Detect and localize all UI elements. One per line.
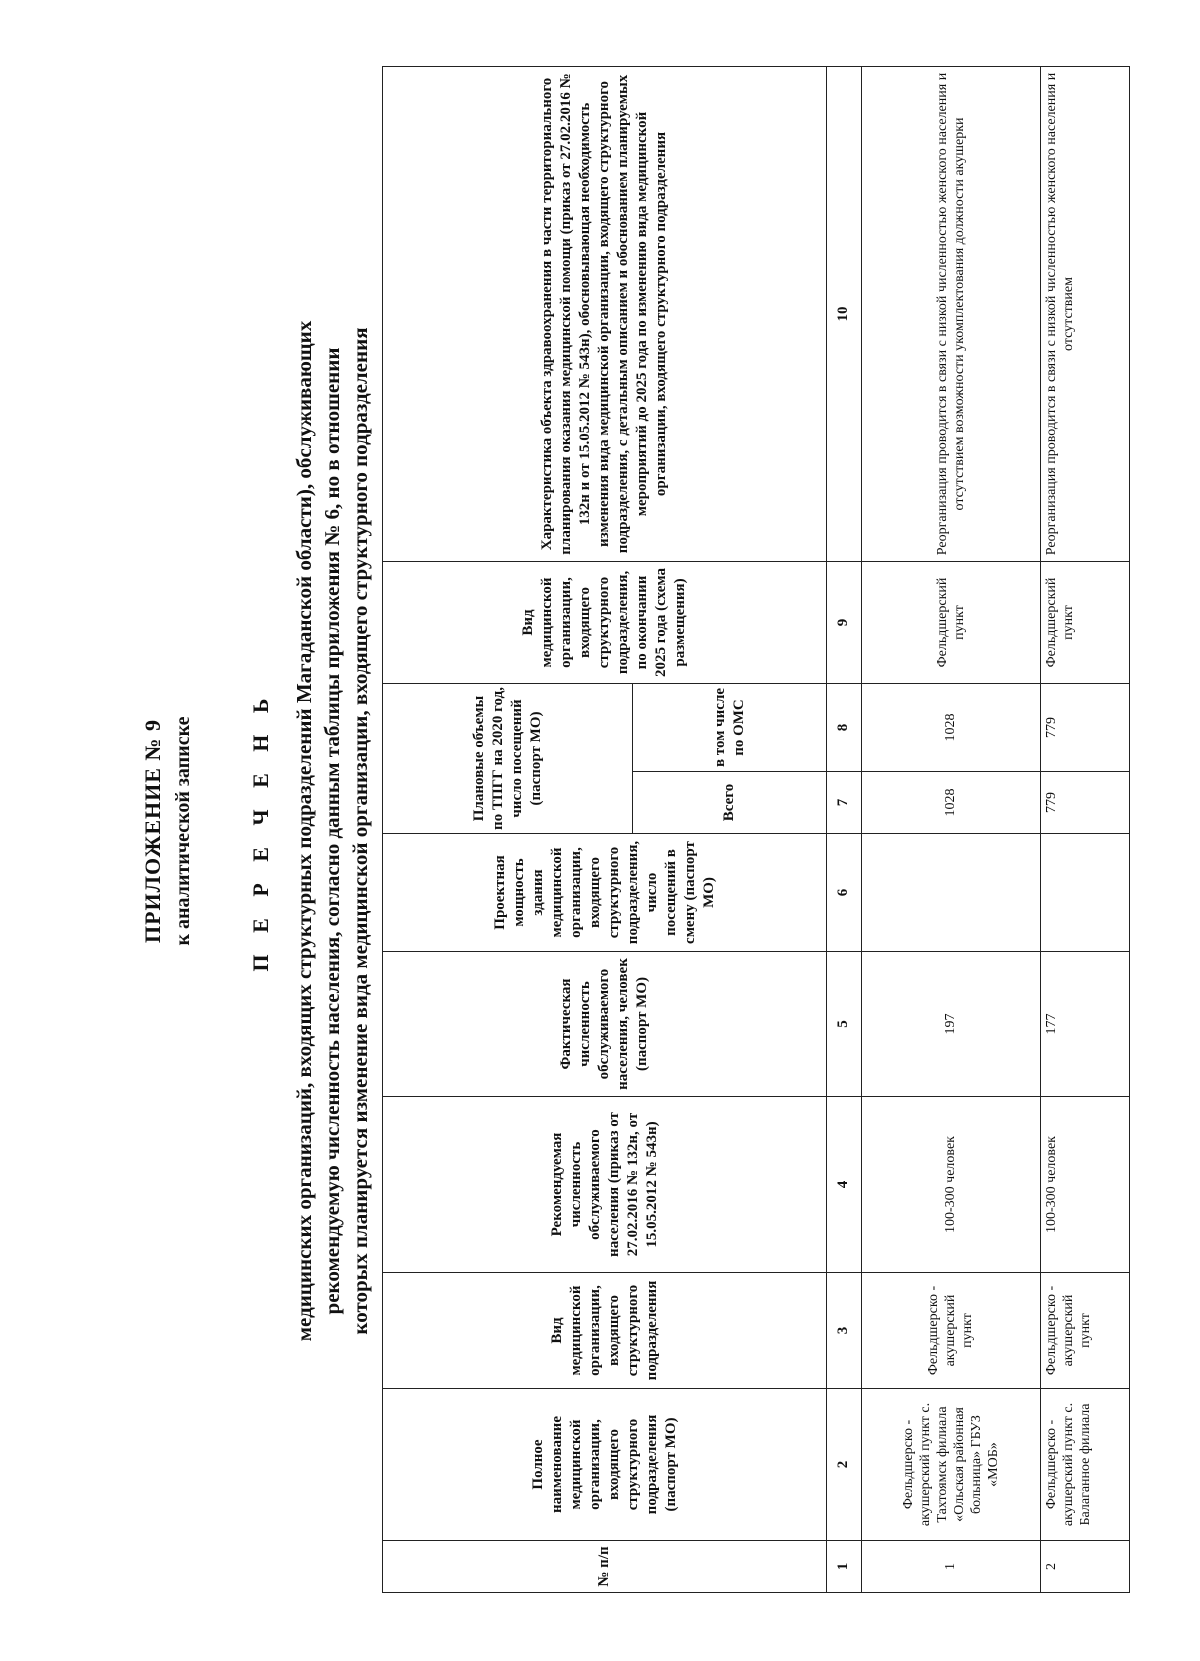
column-number: 6 <box>827 834 861 952</box>
document-page <box>0 1 1200 1661</box>
header-type-2025: Вид медицинской организации, входящего структурного подразделения, по окончании 2025 года (схема размещения) <box>383 561 827 683</box>
row-plan-total: 1028 <box>861 772 1040 834</box>
row-num: 1 <box>861 1541 1040 1593</box>
column-number: 9 <box>827 561 861 683</box>
table-header-row <box>383 66 633 1592</box>
subheading-line-1: медицинских организаций, входящих структурных подразделений Магаданской области), обслуживающих <box>292 320 316 1342</box>
row-type-2025: Фельдшерский пункт <box>861 561 1040 683</box>
column-number-row <box>827 66 861 1592</box>
header-recommended: Рекомендуемая численность обслуживаемого населения (приказ от 27.02.2016 № 132н, от 15.05.2012 № 543н) <box>383 1097 827 1273</box>
row-plan-oms: 779 <box>1040 683 1129 771</box>
table-row <box>861 66 1040 1592</box>
column-number: 1 <box>827 1541 861 1593</box>
subheading-line-3: которых планируется изменение вида медицинской организации, входящего структурного подразделения <box>348 327 372 1335</box>
header-capacity: Проектная мощность здания медицинской организации, входящего структурного подразделения, число посещений в смену (паспорт МО) <box>383 834 827 952</box>
header-description: Характеристика объекта здравоохранения в части территориального планирования оказания медицинской помощи (приказ от 27.02.2016 № 132н и от 15.05.2012 № 543н), обосновывающая необходимость изменения вида медицинской организации, входящего структурного подразделения, с детальным описанием и обоснованием планируемых мероприятий до 2025 года по изменению вида медицинской организации, входящего структурного подразделения <box>383 66 827 561</box>
row-description: Реорганизация проводится в связи с низкой численностью женского населения и отсутствием <box>1040 66 1129 561</box>
header-plan: Плановые объемы по ТПГГ на 2020 год, число посещений (паспорт МО) <box>383 683 633 833</box>
organizations-table <box>382 66 1130 1593</box>
row-recommended: 100-300 человек <box>1040 1097 1129 1273</box>
row-type: Фельдшерско - акушерский пункт <box>861 1273 1040 1389</box>
column-number: 5 <box>827 952 861 1097</box>
row-description: Реорганизация проводится в связи с низкой численностью женского населения и отсутствием возможности укомплектования должности акушерки <box>861 66 1040 561</box>
row-actual: 197 <box>861 952 1040 1097</box>
document-subheading <box>290 121 374 1541</box>
row-recommended: 100-300 человек <box>861 1097 1040 1273</box>
row-name: Фельдшерско - акушерский пункт с. Тахтоямск филиала «Ольская районная больница» ГБУЗ «МОБ» <box>861 1389 1040 1541</box>
header-plan-total: Всего <box>633 772 827 834</box>
row-name: Фельдшерско - акушерский пункт с. Балаганное филиала <box>1040 1389 1129 1541</box>
table-row <box>1040 66 1129 1592</box>
header-plan-oms: в том числе по ОМС <box>633 683 827 771</box>
document-heading: П Е Р Е Ч Е Н Ь <box>248 690 273 972</box>
column-number: 10 <box>827 66 861 561</box>
header-type: Вид медицинской организации, входящего структурного подразделения <box>383 1273 827 1389</box>
row-actual: 177 <box>1040 952 1129 1097</box>
row-num: 2 <box>1040 1541 1129 1593</box>
row-capacity <box>1040 834 1129 952</box>
appendix-subtitle: к аналитической записке <box>172 716 194 946</box>
row-type: Фельдшерско - акушерский пункт <box>1040 1273 1129 1389</box>
column-number: 8 <box>827 683 861 771</box>
subheading-line-2: рекомендуемую численность населения, согласно данным таблицы приложения № 6, но в отношении <box>320 347 344 1315</box>
column-number: 3 <box>827 1273 861 1389</box>
column-number: 2 <box>827 1389 861 1541</box>
header-name: Полное наименование медицинской организации, входящего структурного подразделения (паспорт МО) <box>383 1389 827 1541</box>
row-plan-oms: 1028 <box>861 683 1040 771</box>
row-plan-total: 779 <box>1040 772 1129 834</box>
column-number: 7 <box>827 772 861 834</box>
column-number: 4 <box>827 1097 861 1273</box>
header-num: № п/п <box>383 1541 827 1593</box>
header-actual: Фактическая численность обслуживаемого населения, человек (паспорт МО) <box>383 952 827 1097</box>
row-type-2025: Фельдшерский пункт <box>1040 561 1129 683</box>
appendix-title: ПРИЛОЖЕНИЕ № 9 <box>140 718 165 944</box>
row-capacity <box>861 834 1040 952</box>
